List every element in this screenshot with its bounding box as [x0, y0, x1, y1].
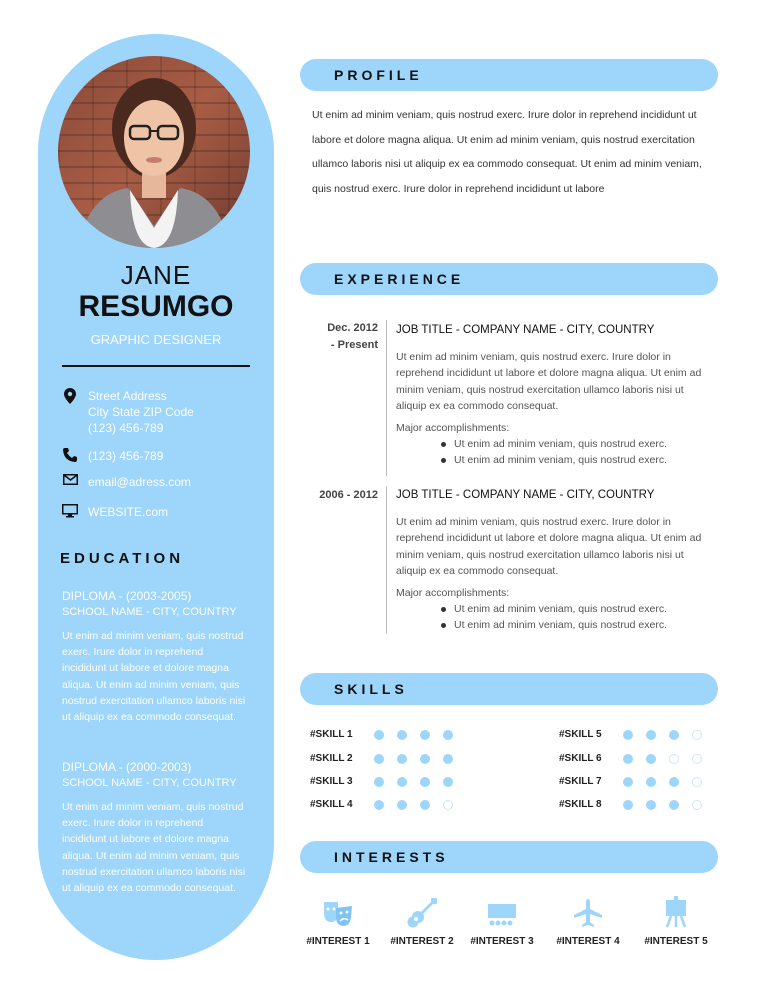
skill-dot — [646, 730, 656, 740]
job-bullet: Ut enim ad minim veniam, quis nostrud exerc. — [454, 601, 702, 617]
education-item — [62, 759, 248, 896]
skill-dot — [623, 754, 633, 764]
role-title: GRAPHIC DESIGNER — [90, 332, 222, 347]
profile-photo — [58, 56, 250, 248]
skill-dot — [692, 730, 702, 740]
interest-item — [382, 894, 462, 947]
skill-dot — [420, 800, 430, 810]
job-desc: Ut enim ad minim veniam, quis nostrud exerc. Irure dolor in reprehend incididunt ut labore et dolore magna aliqua. Ut enim ad minim veniam, quis nostrud exercitation ullamco laboris nisi ut aliquip ex ea commodo consequat. — [396, 351, 702, 412]
name-divider — [62, 365, 250, 367]
experience-header — [300, 263, 718, 295]
skill-dot — [669, 730, 679, 740]
interests-header — [300, 841, 718, 873]
last-name: RESUMGO — [78, 290, 234, 323]
skill-row — [559, 776, 715, 787]
skill-label: #SKILL 7 — [559, 776, 602, 787]
location-pin-icon — [60, 388, 80, 404]
skill-label: #SKILL 1 — [310, 729, 353, 740]
skill-dot — [692, 800, 702, 810]
skill-label: #SKILL 3 — [310, 776, 353, 787]
education-degree: DIPLOMA - (2003-2005) — [62, 589, 192, 603]
interest-label: #INTEREST 3 — [470, 936, 534, 947]
skill-row — [559, 729, 715, 740]
job-bullet: Ut enim ad minim veniam, quis nostrud exerc. — [454, 436, 702, 452]
education-school: SCHOOL NAME - CITY, COUNTRY — [62, 777, 237, 789]
website-text: WEBSITE.com — [88, 505, 169, 519]
monitor-icon — [60, 504, 80, 520]
education-school: SCHOOL NAME - CITY, COUNTRY — [62, 606, 237, 618]
skill-dot — [669, 800, 679, 810]
skill-dot — [623, 777, 633, 787]
skill-rating — [374, 754, 466, 764]
interest-item — [636, 894, 716, 947]
job-bullet: Ut enim ad minim veniam, quis nostrud exerc. — [454, 617, 702, 633]
email-row — [60, 474, 191, 490]
profile-title: PROFILE — [334, 67, 423, 83]
interest-label: #INTEREST 5 — [644, 936, 708, 947]
theater-masks-icon — [298, 894, 378, 928]
timeline-line — [386, 320, 387, 476]
phone-icon — [60, 448, 80, 464]
skill-row — [310, 729, 466, 740]
skill-dot — [623, 800, 633, 810]
skills-title: SKILLS — [334, 681, 408, 697]
interest-item — [548, 894, 628, 947]
profile-header — [300, 59, 718, 91]
skill-dot — [669, 777, 679, 787]
skill-dot — [692, 777, 702, 787]
job-date-start: Dec. 2012 — [327, 322, 378, 334]
skill-dot — [646, 800, 656, 810]
job-entry — [396, 322, 702, 468]
skill-dot — [669, 754, 679, 764]
skill-dot — [623, 730, 633, 740]
skill-rating — [623, 754, 715, 764]
job-date — [300, 487, 378, 504]
address-line1: Street Address — [88, 389, 167, 403]
skill-label: #SKILL 5 — [559, 729, 602, 740]
job-bullet: Ut enim ad minim veniam, quis nostrud exerc. — [454, 452, 702, 468]
skill-dot — [397, 777, 407, 787]
phone-row — [60, 448, 163, 464]
skill-label: #SKILL 2 — [310, 753, 353, 764]
job-date — [300, 320, 378, 354]
skill-dot — [374, 754, 384, 764]
address-line3: (123) 456-789 — [88, 421, 164, 435]
first-name: JANE — [120, 260, 192, 290]
interest-label: #INTEREST 4 — [556, 936, 620, 947]
skill-rating — [623, 777, 715, 787]
timeline-line — [386, 486, 387, 634]
guitar-icon — [382, 894, 462, 928]
email-text: email@adress.com — [88, 475, 191, 489]
skill-rating — [374, 730, 466, 740]
skill-dot — [443, 754, 453, 764]
interest-item — [462, 894, 542, 947]
skill-dot — [420, 730, 430, 740]
skill-row — [310, 753, 466, 764]
skill-dot — [646, 777, 656, 787]
skill-dot — [646, 754, 656, 764]
job-major-label: Major accomplishments: — [396, 422, 510, 435]
profile-text: Ut enim ad minim veniam, quis nostrud exerc. Irure dolor in reprehend incididunt ut labore et dolore magna aliqua. Ut enim ad minim veniam, quis nostrud exercitation ullamco laboris nisi ut aliquip ex ea commodo consequat. Ut enim ad minim veniam, quis nostrud exerc. Irure dolor in reprehend incididunt ut labore — [312, 109, 702, 195]
job-major-label: Major accomplishments: — [396, 587, 510, 600]
skill-dot — [420, 754, 430, 764]
phone-text: (123) 456-789 — [88, 449, 164, 463]
skill-dot — [420, 777, 430, 787]
skill-dot — [397, 730, 407, 740]
skill-dot — [397, 754, 407, 764]
skill-row — [559, 753, 715, 764]
skills-header — [300, 673, 718, 705]
skill-dot — [374, 777, 384, 787]
experience-title: EXPERIENCE — [334, 271, 465, 287]
skill-label: #SKILL 4 — [310, 799, 353, 810]
interest-label: #INTEREST 1 — [306, 936, 370, 947]
interests-title: INTERESTS — [334, 849, 449, 865]
interest-item — [298, 894, 378, 947]
website-row — [60, 504, 168, 520]
skill-label: #SKILL 8 — [559, 799, 602, 810]
job-entry — [396, 487, 702, 633]
skill-dot — [692, 754, 702, 764]
skill-label: #SKILL 6 — [559, 753, 602, 764]
job-desc: Ut enim ad minim veniam, quis nostrud exerc. Irure dolor in reprehend incididunt ut labore et dolore magna aliqua. Ut enim ad minim veniam, quis nostrud exercitation ullamco laboris nisi ut aliquip ex ea commodo consequat. — [396, 516, 702, 577]
skill-dot — [443, 730, 453, 740]
skill-dot — [443, 800, 453, 810]
airplane-icon — [548, 894, 628, 928]
job-bullets — [396, 601, 702, 633]
easel-icon — [636, 894, 716, 928]
address-block — [60, 388, 194, 436]
education-title: EDUCATION — [60, 550, 185, 567]
job-date-start: 2006 - 2012 — [319, 489, 378, 501]
skill-dot — [374, 800, 384, 810]
skill-rating — [623, 800, 715, 810]
skill-dot — [374, 730, 384, 740]
job-title: JOB TITLE - COMPANY NAME - CITY, COUNTRY — [396, 324, 655, 336]
skill-rating — [374, 800, 466, 810]
job-date-end: - Present — [330, 339, 378, 351]
cinema-screen-icon — [462, 894, 542, 928]
skill-row — [310, 776, 466, 787]
job-title: JOB TITLE - COMPANY NAME - CITY, COUNTRY — [396, 489, 655, 501]
skill-rating — [374, 777, 466, 787]
skill-row — [559, 799, 715, 810]
envelope-icon — [60, 474, 80, 490]
skill-row — [310, 799, 466, 810]
skill-dot — [397, 800, 407, 810]
education-desc: Ut enim ad minim veniam, quis nostrud exerc. Irure dolor in reprehend incididunt ut labore et dolore magna aliqua. Ut enim ad minim veniam, quis nostrud exercitation ullamco laboris nisi ut aliquip ex ea commodo consequat. — [62, 630, 246, 724]
education-degree: DIPLOMA - (2000-2003) — [62, 760, 192, 774]
job-bullets — [396, 436, 702, 468]
education-item — [62, 588, 248, 725]
skill-dot — [443, 777, 453, 787]
address-line2: City State ZIP Code — [88, 405, 194, 419]
skill-rating — [623, 730, 715, 740]
education-desc: Ut enim ad minim veniam, quis nostrud exerc. Irure dolor in reprehend incididunt ut labore et dolore magna aliqua. Ut enim ad minim veniam, quis nostrud exercitation ullamco laboris nisi ut aliquip ex ea commodo consequat. — [62, 801, 246, 895]
interest-label: #INTEREST 2 — [390, 936, 454, 947]
